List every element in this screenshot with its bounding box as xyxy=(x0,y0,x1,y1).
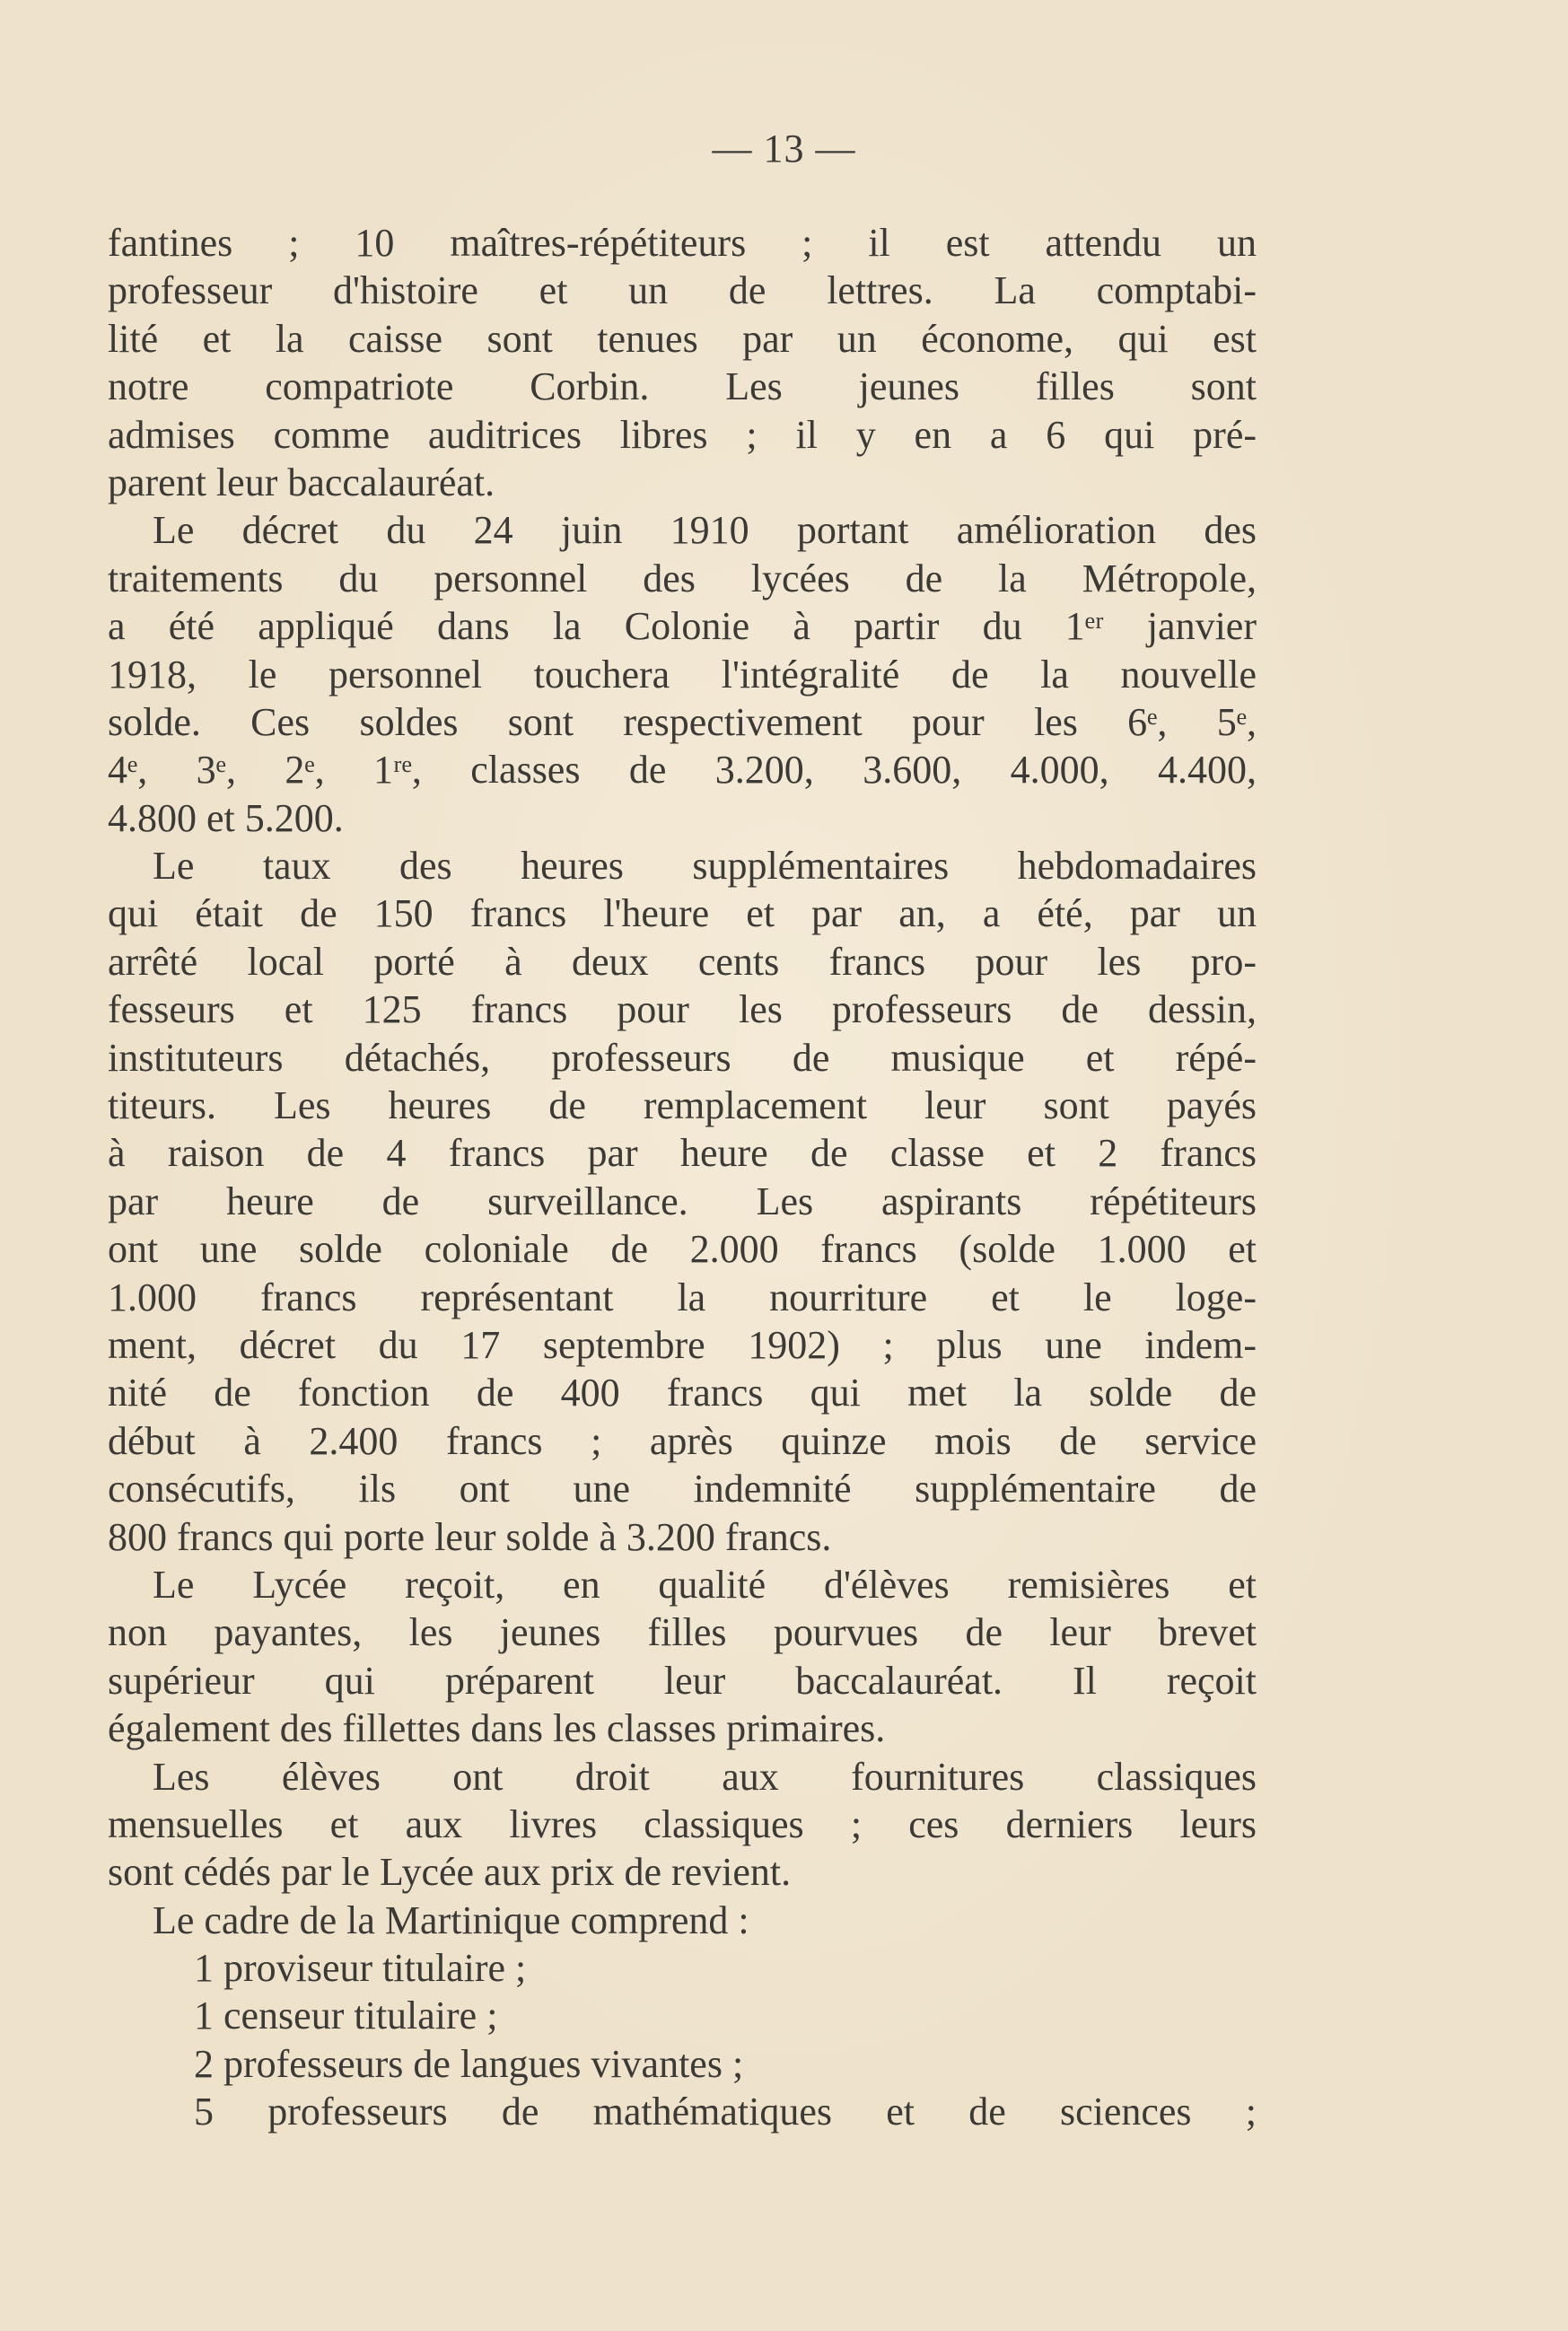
text-line-27: consécutifs, ils ont une indemnité supplémentaire de xyxy=(108,1467,1257,1512)
text-line-30: non payantes, les jeunes filles pourvues de leur brevet xyxy=(108,1610,1257,1655)
text-line-12: 4ᵉ, 3ᵉ, 2ᵉ, 1ʳᵉ, classes de 3.200, 3.600, 4.000, 4.400, xyxy=(108,748,1257,793)
text-line-17: fesseurs et 125 francs pour les professeurs de dessin, xyxy=(108,987,1257,1032)
text-line-10: 1918, le personnel touchera l'intégralité de la nouvelle xyxy=(108,652,1257,697)
text-line-40: 5 professeurs de mathématiques et de sciences ; xyxy=(194,2090,1257,2134)
text-line-4: notre compatriote Corbin. Les jeunes filles sont xyxy=(108,364,1257,409)
text-line-39: 2 professeurs de langues vivantes ; xyxy=(194,2041,744,2086)
text-line-35: sont cédés par le Lycée aux prix de revient. xyxy=(108,1850,792,1895)
text-line-32: également des fillettes dans les classes primaires. xyxy=(108,1706,886,1751)
text-line-6: parent leur baccalauréat. xyxy=(108,460,495,504)
text-line-20: à raison de 4 francs par heure de classe et 2 francs xyxy=(108,1131,1257,1176)
text-line-11: solde. Ces soldes sont respectivement pour les 6ᵉ, 5ᵉ, xyxy=(108,699,1257,744)
text-line-31: supérieur qui préparent leur baccalauréat. Il reçoit xyxy=(108,1658,1257,1703)
text-line-19: titeurs. Les heures de remplacement leur sont payés xyxy=(108,1083,1257,1128)
page-number: — 13 — xyxy=(712,127,856,171)
text-line-33: Les élèves ont droit aux fournitures classiques xyxy=(153,1754,1257,1799)
text-line-29: Le Lycée reçoit, en qualité d'élèves remisières et xyxy=(153,1562,1257,1607)
text-line-13: 4.800 et 5.200. xyxy=(108,795,344,840)
text-line-36: Le cadre de la Martinique comprend : xyxy=(153,1897,749,1942)
text-line-28: 800 francs qui porte leur solde à 3.200 francs. xyxy=(108,1514,832,1559)
text-line-37: 1 proviseur titulaire ; xyxy=(194,1946,527,1991)
body-text xyxy=(108,219,1257,2136)
text-line-3: lité et la caisse sont tenues par un économe, qui est xyxy=(108,316,1257,361)
text-line-18: instituteurs détachés, professeurs de musique et répé- xyxy=(108,1035,1257,1080)
text-line-34: mensuelles et aux livres classiques ; ces derniers leurs xyxy=(108,1801,1257,1846)
text-line-24: ment, décret du 17 septembre 1902) ; plus une indem- xyxy=(108,1322,1257,1367)
text-line-22: ont une solde coloniale de 2.000 francs (solde 1.000 et xyxy=(108,1227,1257,1272)
text-line-26: début à 2.400 francs ; après quinze mois de service xyxy=(108,1418,1257,1463)
text-line-23: 1.000 francs représentant la nourriture et le loge- xyxy=(108,1275,1257,1319)
text-line-14: Le taux des heures supplémentaires hebdomadaires xyxy=(153,844,1257,889)
text-line-9: a été appliqué dans la Colonie à partir du 1ᵉʳ janvier xyxy=(108,604,1257,649)
text-line-5: admises comme auditrices libres ; il y en a 6 qui pré- xyxy=(108,412,1257,457)
text-line-38: 1 censeur titulaire ; xyxy=(194,1994,498,2038)
text-line-16: arrêté local porté à deux cents francs pour les pro- xyxy=(108,939,1257,984)
text-line-7: Le décret du 24 juin 1910 portant amélioration des xyxy=(153,508,1257,553)
text-line-8: traitements du personnel des lycées de la Métropole, xyxy=(108,556,1257,600)
text-line-1: fantines ; 10 maîtres-répétiteurs ; il est attendu un xyxy=(108,221,1257,265)
text-line-25: nité de fonction de 400 francs qui met la solde de xyxy=(108,1371,1257,1415)
text-line-2: professeur d'histoire et un de lettres. La comptabi- xyxy=(108,268,1257,313)
text-line-21: par heure de surveillance. Les aspirants répétiteurs xyxy=(108,1179,1257,1223)
text-line-15: qui était de 150 francs l'heure et par an, a été, par un xyxy=(108,891,1257,936)
